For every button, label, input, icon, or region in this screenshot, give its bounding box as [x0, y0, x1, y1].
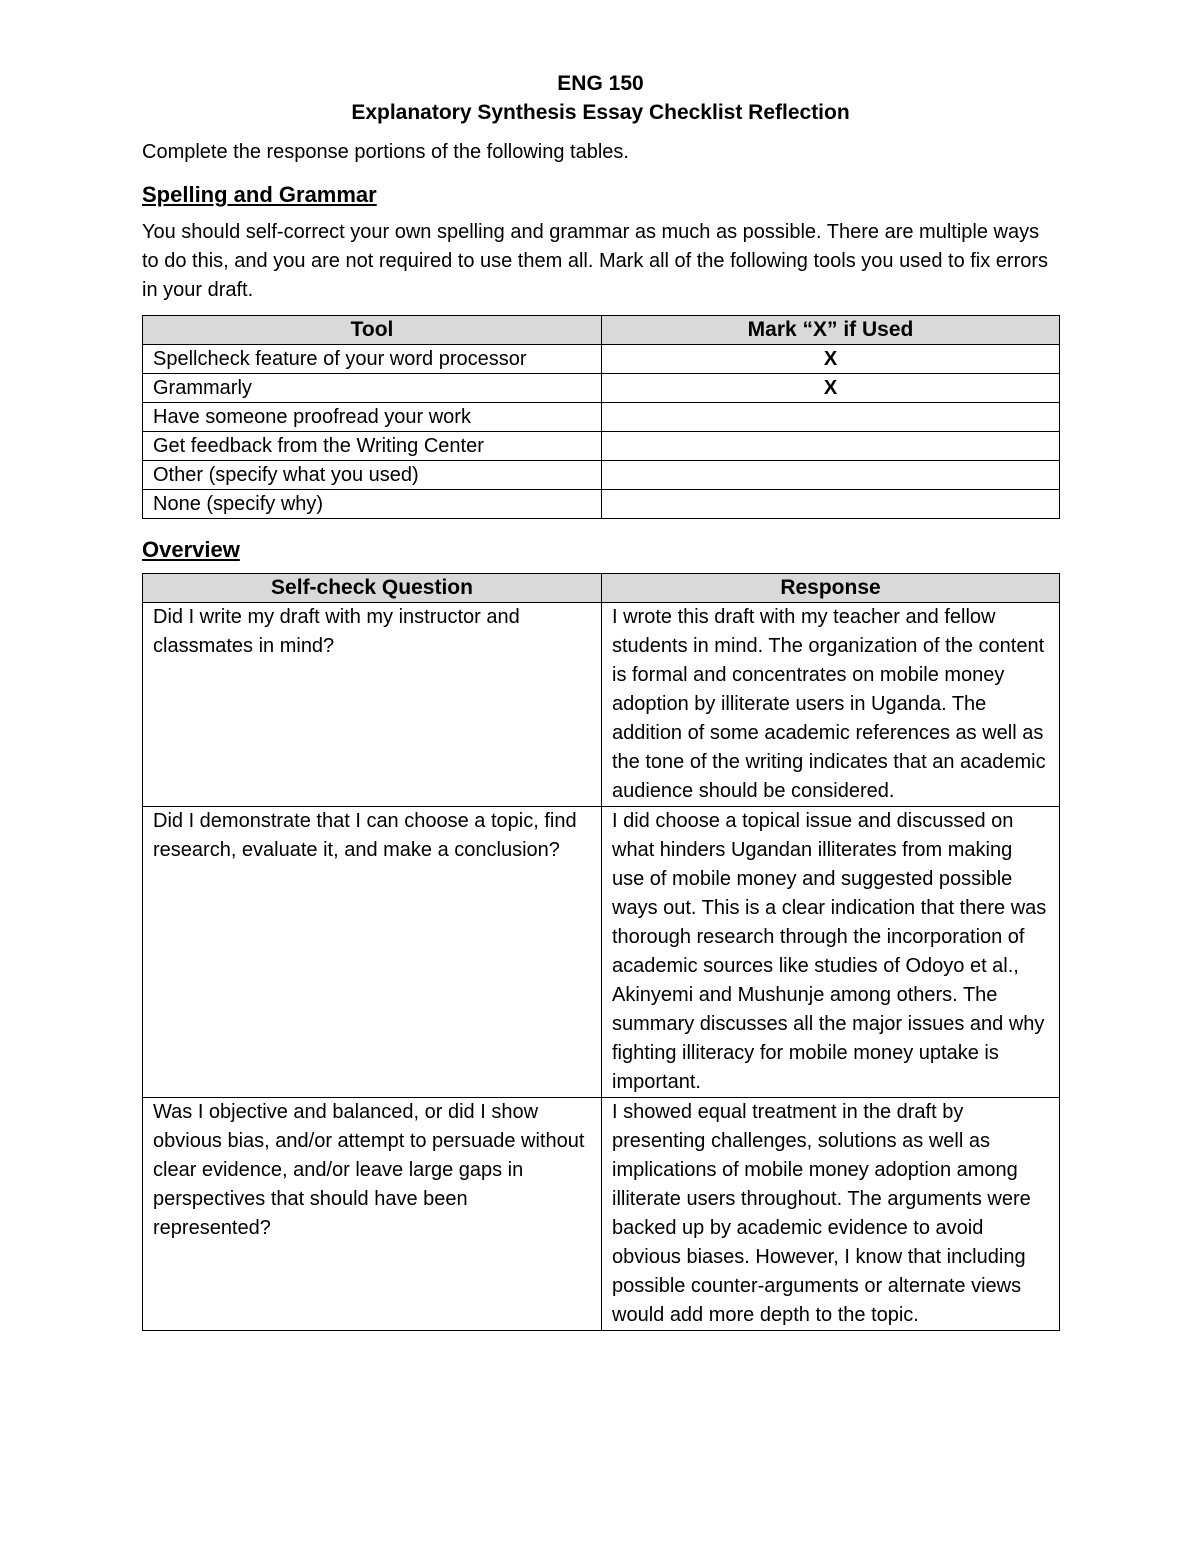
- question-cell: Did I write my draft with my instructor and classmates in mind?: [143, 603, 602, 807]
- mark-cell[interactable]: [602, 461, 1060, 490]
- overview-heading: Overview: [142, 537, 240, 562]
- tool-column-header: Tool: [143, 316, 602, 345]
- question-column-header: Self-check Question: [143, 574, 602, 603]
- document-title: Explanatory Synthesis Essay Checklist Reflection: [351, 101, 850, 124]
- response-cell[interactable]: I did choose a topical issue and discussed on what hinders Ugandan illiterates from making use of mobile money and suggested possible ways out. This is a clear indication that there was thorough research through the incorporation of academic sources like studies of Odoyo et al., Akinyemi and Mushunje among others. The summary discusses all the major issues and why fighting illiteracy for mobile money uptake is important.: [602, 807, 1060, 1098]
- question-cell: Did I demonstrate that I can choose a topic, find research, evaluate it, and make a conclusion?: [143, 807, 602, 1098]
- overview-header-row: [143, 574, 1060, 603]
- mark-cell[interactable]: [602, 403, 1060, 432]
- tool-cell: Get feedback from the Writing Center: [143, 432, 602, 461]
- response-cell[interactable]: I wrote this draft with my teacher and fellow students in mind. The organization of the content is formal and concentrates on mobile money adoption by illiterate users in Uganda. The addition of some academic references as well as the tone of the writing indicates that an academic audience should be considered.: [602, 603, 1060, 807]
- table-row: [143, 345, 1060, 374]
- tool-cell: Spellcheck feature of your word processor: [143, 345, 602, 374]
- tool-cell: Have someone proofread your work: [143, 403, 602, 432]
- response-column-header: Response: [602, 574, 1060, 603]
- question-cell: Was I objective and balanced, or did I show obvious bias, and/or attempt to persuade without clear evidence, and/or leave large gaps in perspectives that should have been represented?: [143, 1098, 602, 1331]
- table-row: [143, 1098, 1060, 1331]
- tools-header-row: [143, 316, 1060, 345]
- mark-cell[interactable]: X: [602, 374, 1060, 403]
- table-row: [143, 603, 1060, 807]
- response-cell[interactable]: I showed equal treatment in the draft by presenting challenges, solutions as well as implications of mobile money adoption among illiterate users throughout. The arguments were backed up by academic evidence to avoid obvious biases. However, I know that including possible counter-arguments or alternate views would add more depth to the topic.: [602, 1098, 1060, 1331]
- mark-cell[interactable]: X: [602, 345, 1060, 374]
- tool-cell: None (specify why): [143, 490, 602, 519]
- spelling-grammar-heading: Spelling and Grammar: [142, 182, 377, 207]
- spacer: [142, 519, 1059, 535]
- table-row: [143, 432, 1060, 461]
- document-page: [142, 70, 1059, 1331]
- course-code: ENG 150: [557, 72, 644, 95]
- table-row: [143, 490, 1060, 519]
- tools-table: [142, 315, 1060, 519]
- instructions-text: Complete the response portions of the following tables.: [142, 141, 629, 163]
- mark-cell[interactable]: [602, 490, 1060, 519]
- overview-table: [142, 573, 1060, 1331]
- table-row: [143, 461, 1060, 490]
- table-row: [143, 403, 1060, 432]
- table-row: [143, 374, 1060, 403]
- tool-cell: Other (specify what you used): [143, 461, 602, 490]
- table-row: [143, 807, 1060, 1098]
- tool-cell: Grammarly: [143, 374, 602, 403]
- mark-column-header: Mark “X” if Used: [602, 316, 1060, 345]
- mark-cell[interactable]: [602, 432, 1060, 461]
- spelling-grammar-paragraph: You should self-correct your own spelling and grammar as much as possible. There are multiple ways to do this, and you are not required to use them all. Mark all of the following tools you used to fix errors in your draft.: [142, 221, 1049, 301]
